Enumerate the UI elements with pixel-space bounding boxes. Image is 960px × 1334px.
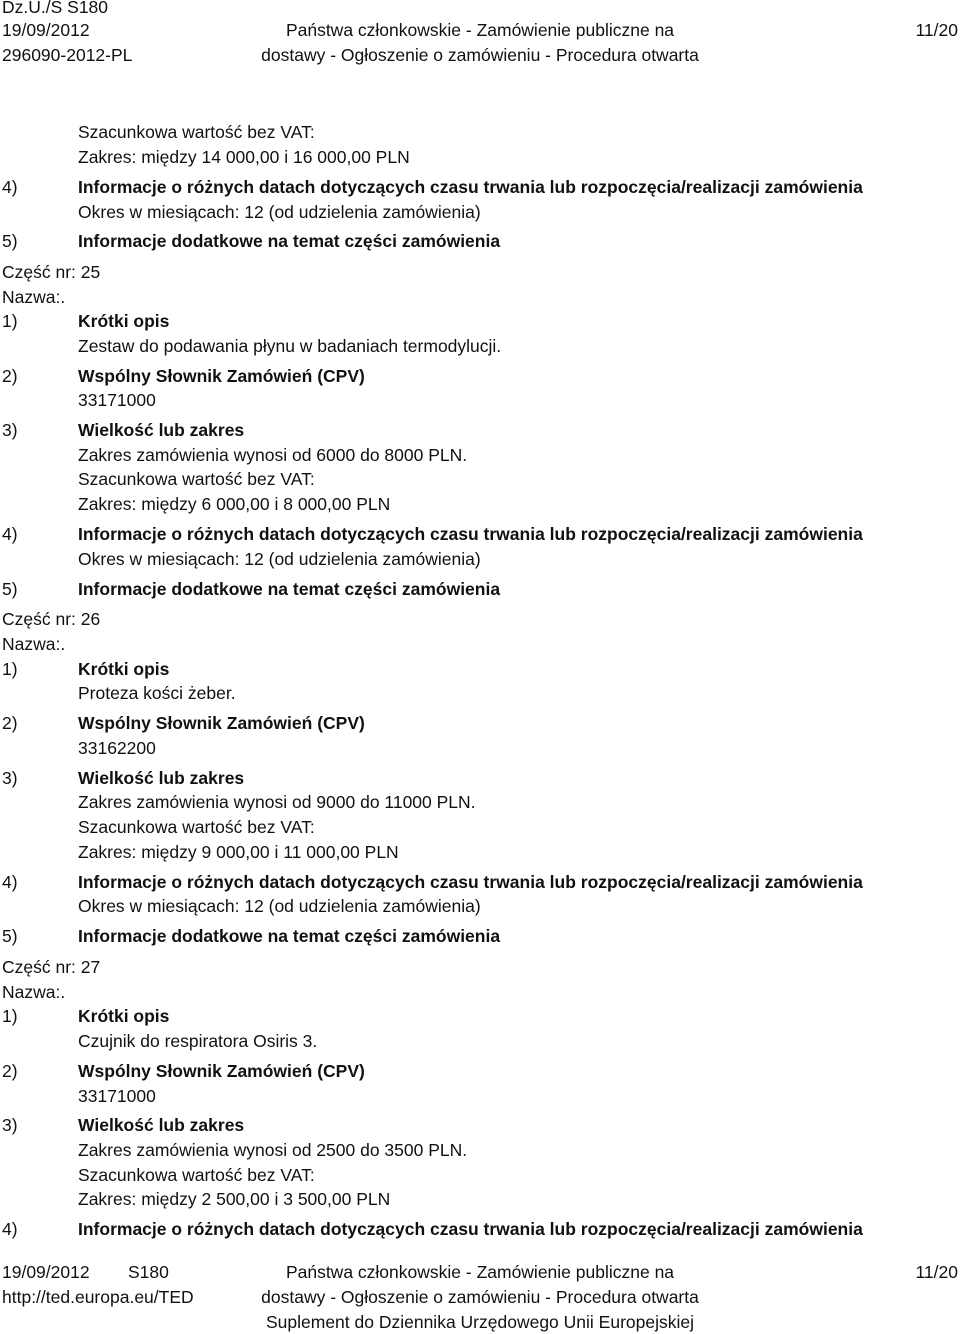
text-line: Szacunkowa wartość bez VAT: bbox=[78, 122, 315, 142]
cpv-code: 33171000 bbox=[78, 1086, 156, 1106]
section-heading: 4) Informacje o różnych datach dotyczących czasu trwania lub rozpoczęcia/realizacji zamówienia bbox=[2, 524, 863, 544]
section-heading: 1) Krótki opis bbox=[2, 659, 170, 679]
section-heading: 4) Informacje o różnych datach dotyczących czasu trwania lub rozpoczęcia/realizacji zamówienia bbox=[2, 177, 863, 197]
text-line: Zakres: między 14 000,00 i 16 000,00 PLN bbox=[78, 147, 410, 167]
section-heading: 4) Informacje o różnych datach dotyczących czasu trwania lub rozpoczęcia/realizacji zamówienia bbox=[2, 872, 863, 892]
header-title-line2: dostawy - Ogłoszenie o zamówieniu - Procedura otwarta bbox=[261, 45, 699, 65]
cpv-code: 33162200 bbox=[78, 738, 156, 758]
text-line: Zakres zamówienia wynosi od 2500 do 3500 PLN. bbox=[78, 1140, 468, 1160]
lot-number: Część nr: 26 bbox=[2, 609, 101, 629]
section-heading: 2) Wspólny Słownik Zamówień (CPV) bbox=[2, 713, 365, 733]
footer-url-link[interactable]: http://ted.europa.eu/TED bbox=[2, 1287, 194, 1307]
footer-series: S180 bbox=[128, 1262, 169, 1282]
text-line: Zakres: między 9 000,00 i 11 000,00 PLN bbox=[78, 842, 399, 862]
section-heading: 2) Wspólny Słownik Zamówień (CPV) bbox=[2, 366, 365, 386]
text-line: Zakres: między 2 500,00 i 3 500,00 PLN bbox=[78, 1189, 391, 1209]
page-footer bbox=[0, 1262, 960, 1334]
section-heading: 3) Wielkość lub zakres bbox=[2, 768, 245, 788]
text-line: Czujnik do respiratora Osiris 3. bbox=[78, 1031, 318, 1051]
section-heading: 5) Informacje dodatkowe na temat części zamówienia bbox=[2, 231, 501, 251]
header-date: 19/09/2012 bbox=[2, 20, 90, 40]
section-heading: 4) Informacje o różnych datach dotyczących czasu trwania lub rozpoczęcia/realizacji zamówienia bbox=[2, 1219, 863, 1239]
footer-supplement: Suplement do Dziennika Urzędowego Unii Europejskiej bbox=[265, 1312, 694, 1332]
section-heading: 5) Informacje dodatkowe na temat części zamówienia bbox=[2, 926, 501, 946]
section-heading: 1) Krótki opis bbox=[2, 1006, 170, 1026]
header-page-number: 11/20 bbox=[915, 20, 958, 40]
header-title-line1: Państwa członkowskie - Zamówienie publiczne na bbox=[285, 20, 675, 40]
text-line: Szacunkowa wartość bez VAT: bbox=[78, 817, 315, 837]
footer-title-line1: Państwa członkowskie - Zamówienie publiczne na bbox=[285, 1262, 675, 1282]
text-line: Zakres zamówienia wynosi od 9000 do 11000 PLN. bbox=[78, 792, 476, 812]
section-heading: 3) Wielkość lub zakres bbox=[2, 1115, 245, 1135]
footer-page-number: 11/20 bbox=[915, 1262, 958, 1282]
cpv-code: 33171000 bbox=[78, 390, 156, 410]
section-heading: 2) Wspólny Słownik Zamówień (CPV) bbox=[2, 1061, 365, 1081]
footer-title-line2: dostawy - Ogłoszenie o zamówieniu - Procedura otwarta bbox=[261, 1287, 699, 1307]
text-line: Okres w miesiącach: 12 (od udzielenia zamówienia) bbox=[78, 896, 481, 916]
text-line: Szacunkowa wartość bez VAT: bbox=[78, 469, 315, 489]
lot-name: Nazwa:. bbox=[2, 982, 66, 1002]
text-line: Szacunkowa wartość bez VAT: bbox=[78, 1165, 315, 1185]
section-heading: 1) Krótki opis bbox=[2, 311, 170, 331]
text-line: Proteza kości żeber. bbox=[78, 683, 236, 703]
notice-id: 296090-2012-PL bbox=[2, 45, 133, 65]
page-header bbox=[0, 0, 960, 65]
section-heading: 3) Wielkość lub zakres bbox=[2, 420, 245, 440]
section-heading: 5) Informacje dodatkowe na temat części zamówienia bbox=[2, 579, 501, 599]
lot-name: Nazwa:. bbox=[2, 634, 66, 654]
text-line: Zakres zamówienia wynosi od 6000 do 8000 PLN. bbox=[78, 445, 468, 465]
footer-date: 19/09/2012 bbox=[2, 1262, 90, 1282]
text-line: Zestaw do podawania płynu w badaniach termodylucji. bbox=[78, 336, 502, 356]
lot-number: Część nr: 25 bbox=[2, 262, 101, 282]
journal-ref: Dz.U./S S180 bbox=[2, 0, 109, 17]
text-line: Okres w miesiącach: 12 (od udzielenia zamówienia) bbox=[78, 202, 481, 222]
text-line: Okres w miesiącach: 12 (od udzielenia zamówienia) bbox=[78, 549, 481, 569]
text-line: Zakres: między 6 000,00 i 8 000,00 PLN bbox=[78, 494, 391, 514]
lot-name: Nazwa:. bbox=[2, 287, 66, 307]
lot-number: Część nr: 27 bbox=[2, 957, 101, 977]
